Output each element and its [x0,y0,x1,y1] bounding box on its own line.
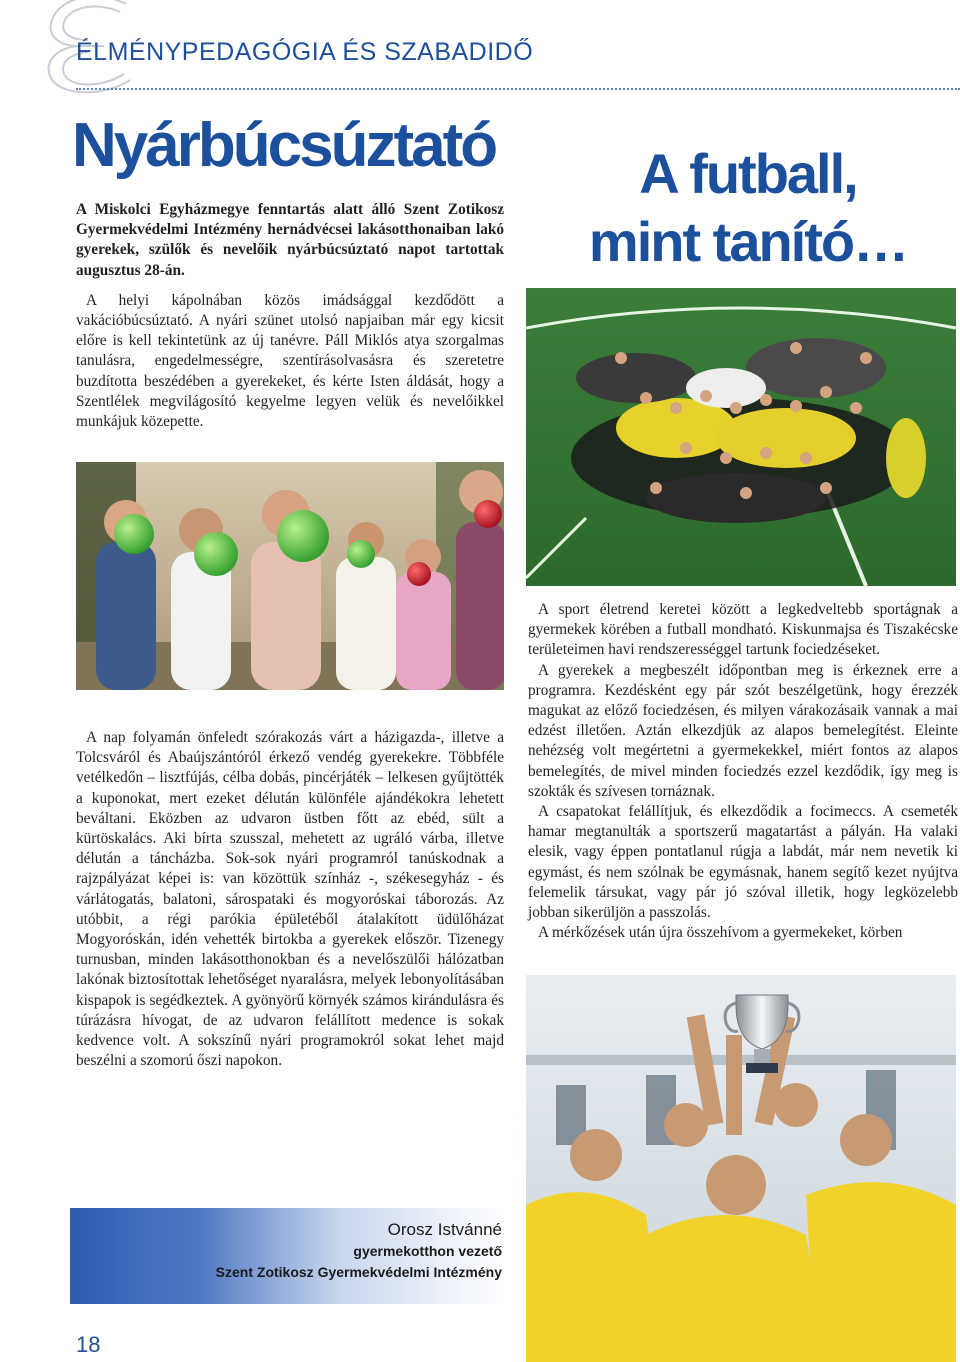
article2-title [548,140,948,276]
article-paragraph: A nap folyamán önfeledt szórakozás várt a házigazda-, illetve a Tolcsváról és Abaújszántóról érkező vendég gyerekekre. Többféle vetélkedőn – lisztfújás, célba dobás, pincérjáték – lelkesen gyűjtötték a kuponokat, mert ezeket délután különféle ajándékokra lehetett beváltani. Eközben az udvaron üstben főtt az ebéd, sült a kürtöskalács. Aki bírta szusszal, mehetett az ugráló várba, illetve délután a táncházba. Sok-sok nyári programról tanúskodnak a rajzpályázat képei is: van közöttük színház -, székesegyház - és várlátogatás, balatoni, sárospataki és mogyoróskai táborozás. Az utóbbit, a régi parókia épületéből átalakított üdülőházat Mogyoróskán, idén vehették birtokba a gyerekek először. Tizenegy turnusban, minden lakásotthonokban és a nevelőszülői hálózatban lakónak biztosítottak lehetőséget nyaralásra, melyek lebonyolításában kispapok is segédkeztek. A gyönyörű környék számos kirándulásra és túrázásra hívogat, de az udvaron felállított medence is sokak kedvence volt. A sokszínű nyári programokról sokat lehet majd beszélni a szomorú őszi napokon. [76,729,504,1070]
author-organization: Szent Zotikosz Gyermekvédelmi Intézmény [215,1264,502,1280]
section-title: ÉLMÉNYPEDAGÓGIA ÉS SZABADIDŐ [76,38,534,66]
trophy-photo [526,975,956,1362]
article2-paragraph: A sport életrend keretei között a legkedveltebb sportágnak a gyermekek körében a futball mondható. Kiskunmajsa és Tiszakécske területeimen havi rendszerességgel tartunk fociedzéseket. [528,601,958,659]
article2-title-line2: mint tanító… [588,210,908,273]
article2-paragraph: A gyerekek a megbeszélt időpontban meg is érkeznek erre a programra. Kezdésként egy pár szót beszélgetünk, hogy érezzék magukat az előző fociedzésen, és milyen várakozásaik vannak a mai edzést illetően. Aztán elkezdjük az alapos bemelegítést. Eleinte nehézség volt megértetni a gyermekekkel, miért fontos az alapos bemelegítés, de mivel minden fociedzés ezzel kezdődik, így meg is szokták és szívesen tornáznak. [528,661,958,800]
article2-title-line1: A futball, [639,142,857,205]
article-body [76,728,504,1071]
page-number: 18 [76,1332,101,1357]
article-title: Nyárbúcsúztató [72,111,496,180]
article2-paragraph: A mérkőzések után újra összehívom a gyermekeket, körben [538,924,903,942]
signature-block [70,1208,504,1304]
article-lead: A Miskolci Egyházmegye fenntartás alatt álló Szent Zotikosz Gyermekvédelmi Intézmény hernádvécsei lakásotthonaiban lakó gyerekek, szülők és nevelőik nyárbúcsúztató napot tartottak augusztus 28-án. [76,201,504,279]
article2-paragraph: A csapatokat felállítjuk, és elkezdődik a focimeccs. A csemeték hamar megtanulták a sportszerű magatartást a pályán. Ha valaki elesik, vagy éppen pontatlanul rúgja a labdát, már nem nevetik ki egymást, és nem szólnak be egymásnak, hanem segítő kezet nyújtva felemelik társukat, vagy pár jó szóval illetik, hogy legközelebb jobban sikerüljön a passzolás. [528,803,958,922]
author-role: gyermekotthon vezető [353,1243,502,1259]
article2-body [528,600,958,943]
article-intro [76,200,504,432]
article-paragraph: A helyi kápolnában közös imádsággal kezdődött a vakációbúcsúztató. A nyári szünet utolsó napjaiban már egy kicsit előre is kell tekintetünk az új tanévre. Páll Miklós atya szorgalmas tanulásra, engedelmességre, szentírásolvasásra és szeretetre buzdította beszédében a gyerekeket, és kérte Isten áldását, hogy a Szentlélek megvilágosító kegyelme legyen velük és nevelőikkel munkájuk közepette. [76,291,504,431]
balloon-photo [76,462,504,690]
group-photo [526,288,956,586]
header-divider [76,88,960,90]
author-name: Orosz Istvánné [387,1220,502,1239]
